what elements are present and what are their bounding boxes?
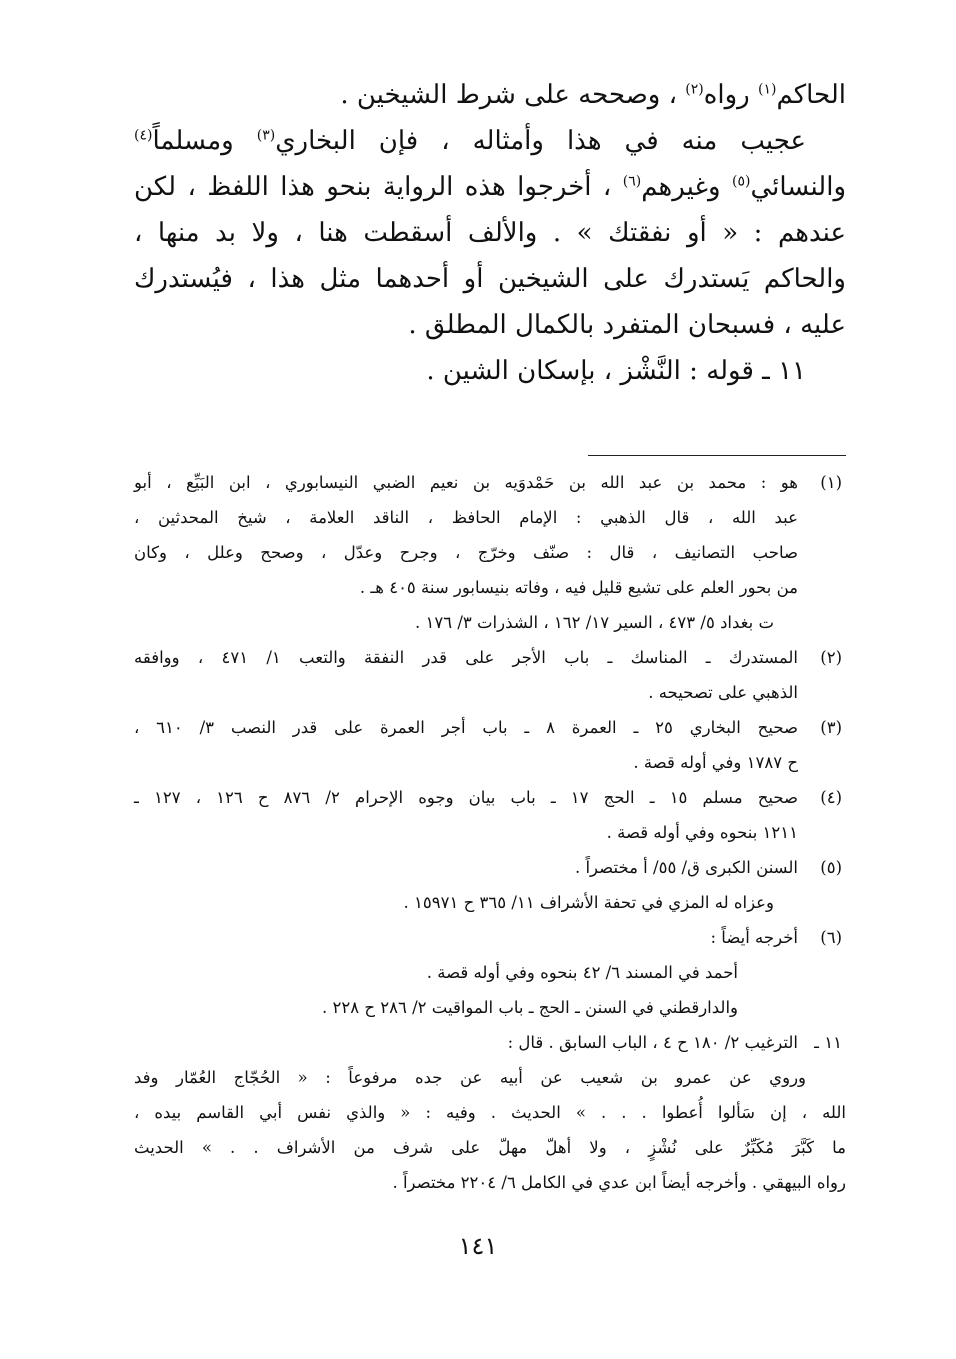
main-line-2 [134, 118, 846, 164]
main-line-7: ١١ ـ قوله : النَّشْز ، بإسكان الشين . [426, 356, 806, 386]
footnote-ref-4[interactable]: (٤) [134, 127, 153, 144]
page-number: ١٤١ [458, 1232, 498, 1260]
footnote-1 [134, 465, 846, 640]
section-11-line: الله ، إن سَألوا أُعطوا . . . » الحديث . وفيه : « والذي نفس أبي القاسم بيده ، [134, 1103, 846, 1122]
footnote-line: وعزاه له المزي في تحفة الأشراف ١١/ ٣٦٥ ح ١٥٩٧١ . [403, 893, 774, 912]
section-11-line: رواه البيهقي . وأخرجه أيضاً ابن عدي في الكامل ٦/ ٢٢٠٤ مختصراً . [392, 1173, 846, 1192]
footnote-line: صاحب التصانيف ، قال : صنّف وخرّج ، وجرح وعدّل ، وصحح وعلل ، وكان [134, 543, 798, 562]
main-line-1-c: ، وصححه على شرط الشيخين . [340, 80, 678, 110]
footnote-line: عبد الله ، قال الذهبي : الإمام الحافظ ، الناقد العلامة ، شيخ المحدثين ، [134, 508, 798, 527]
footnote-number: (٤) [820, 788, 842, 807]
footnote-number: (٥) [820, 858, 842, 877]
footnote-ref-5[interactable]: (٥) [731, 173, 751, 190]
footnote-ref-2[interactable]: (٢) [685, 81, 704, 98]
footnote-number: (١) [820, 473, 842, 492]
main-line-3-b: وغيرهم [641, 172, 721, 202]
footnote-line: صحيح البخاري ٢٥ ـ العمرة ٨ ـ باب أجر العمرة على قدر النصب ٣/ ٦١٠ ، [134, 718, 798, 737]
main-line-2-a: عجيب منه في هذا وأمثاله ، فإن البخاري [275, 126, 806, 156]
footnote-3 [134, 710, 846, 780]
main-line-3-a: والنسائي [750, 172, 847, 202]
footnote-number: (٢) [820, 648, 842, 667]
main-line-1-b: رواه [703, 80, 750, 110]
footnote-line: صحيح مسلم ١٥ ـ الحج ١٧ ـ باب بيان وجوه الإحرام ٢/ ٨٧٦ ح ١٢٦ ، ١٢٧ ـ [134, 788, 798, 807]
footnote-line: ح ١٧٨٧ وفي أوله قصة . [633, 753, 798, 772]
footnote-5 [134, 850, 846, 920]
main-line-4: عندهم : « أو نفقتك » . والألف أسقطت هنا ، ولا بد منها ، [134, 218, 846, 248]
section-11-note [134, 1025, 846, 1060]
footnotes [134, 465, 846, 1200]
main-line-3 [134, 164, 846, 210]
footnote-6 [134, 920, 846, 1025]
footnote-text [134, 640, 798, 710]
footnote-number: (٣) [820, 718, 842, 737]
section-11-head-line: الترغيب ٢/ ١٨٠ ح ٤ ، الباب السابق . قال : [507, 1033, 798, 1052]
section-11-number: ١١ ـ [814, 1033, 842, 1052]
footnote-ref-1[interactable]: (١) [757, 81, 777, 98]
footnote-line: ١٢١١ بنحوه وفي أوله قصة . [606, 823, 798, 842]
section-11-line: ما كَبَّرَ مُكَبِّرٌ على نُشْزٍ ، ولا أهلّ مهلّ على شرف من الأشراف . . » الحديث [134, 1138, 846, 1157]
footnote-line: السنن الكبرى ق/ ٥٥/ أ مختصراً . [574, 858, 798, 877]
main-text [134, 72, 846, 394]
footnote-line: أخرجه أيضاً : [710, 928, 798, 947]
main-line-6: عليه ، فسبحان المتفرد بالكمال المطلق . [408, 310, 846, 340]
footnote-ref-6[interactable]: (٦) [622, 173, 642, 190]
footnote-divider [588, 455, 846, 456]
footnote-ref-3[interactable]: (٣) [256, 127, 276, 144]
footnote-line: أحمد في المسند ٦/ ٤٢ بنحوه وفي أوله قصة . [426, 963, 738, 982]
footnote-text [134, 710, 798, 780]
footnote-text [134, 780, 798, 850]
footnote-2 [134, 640, 846, 710]
footnote-line: الذهبي على تصحيحه . [648, 683, 798, 702]
footnote-line: هو : محمد بن عبد الله بن حَمْدوَيه بن نعيم الضبي النيسابوري ، ابن البَيِّع ، أبو [134, 473, 798, 492]
main-line-3-c: ، أخرجوا هذه الرواية بنحو هذا اللفظ ، لكن [134, 172, 612, 202]
footnote-text [134, 850, 798, 920]
footnote-4 [134, 780, 846, 850]
main-line-5: والحاكم يَستدرك على الشيخين أو أحدهما مثل هذا ، فيُستدرك [134, 264, 846, 294]
footnote-line: والدارقطني في السنن ـ الحج ـ باب المواقيت ٢/ ٢٨٦ ح ٢٢٨ . [322, 998, 738, 1017]
main-line-2-b: ومسلماً [152, 126, 234, 156]
section-11-head [134, 1025, 798, 1060]
footnote-line: من بحور العلم على تشيع قليل فيه ، وفاته بنيسابور سنة ٤٠٥ هـ . [359, 578, 798, 597]
footnote-number: (٦) [820, 928, 842, 947]
footnote-line: المستدرك ـ المناسك ـ باب الأجر على قدر النفقة والتعب ١/ ٤٧١ ، ووافقه [134, 648, 798, 667]
section-11-line: وروي عن عمرو بن شعيب عن أبيه عن جده مرفوعاً : « الحُجّاج العُمّار وفد [134, 1068, 806, 1087]
footnote-text [134, 920, 798, 1025]
main-line-1 [134, 72, 846, 118]
main-line-1-a: الحاكم [776, 80, 846, 110]
footnote-line: ت بغداد ٥/ ٤٧٣ ، السير ١٧/ ١٦٢ ، الشذرات ٣/ ١٧٦ . [415, 613, 774, 632]
footnote-text [134, 465, 798, 640]
